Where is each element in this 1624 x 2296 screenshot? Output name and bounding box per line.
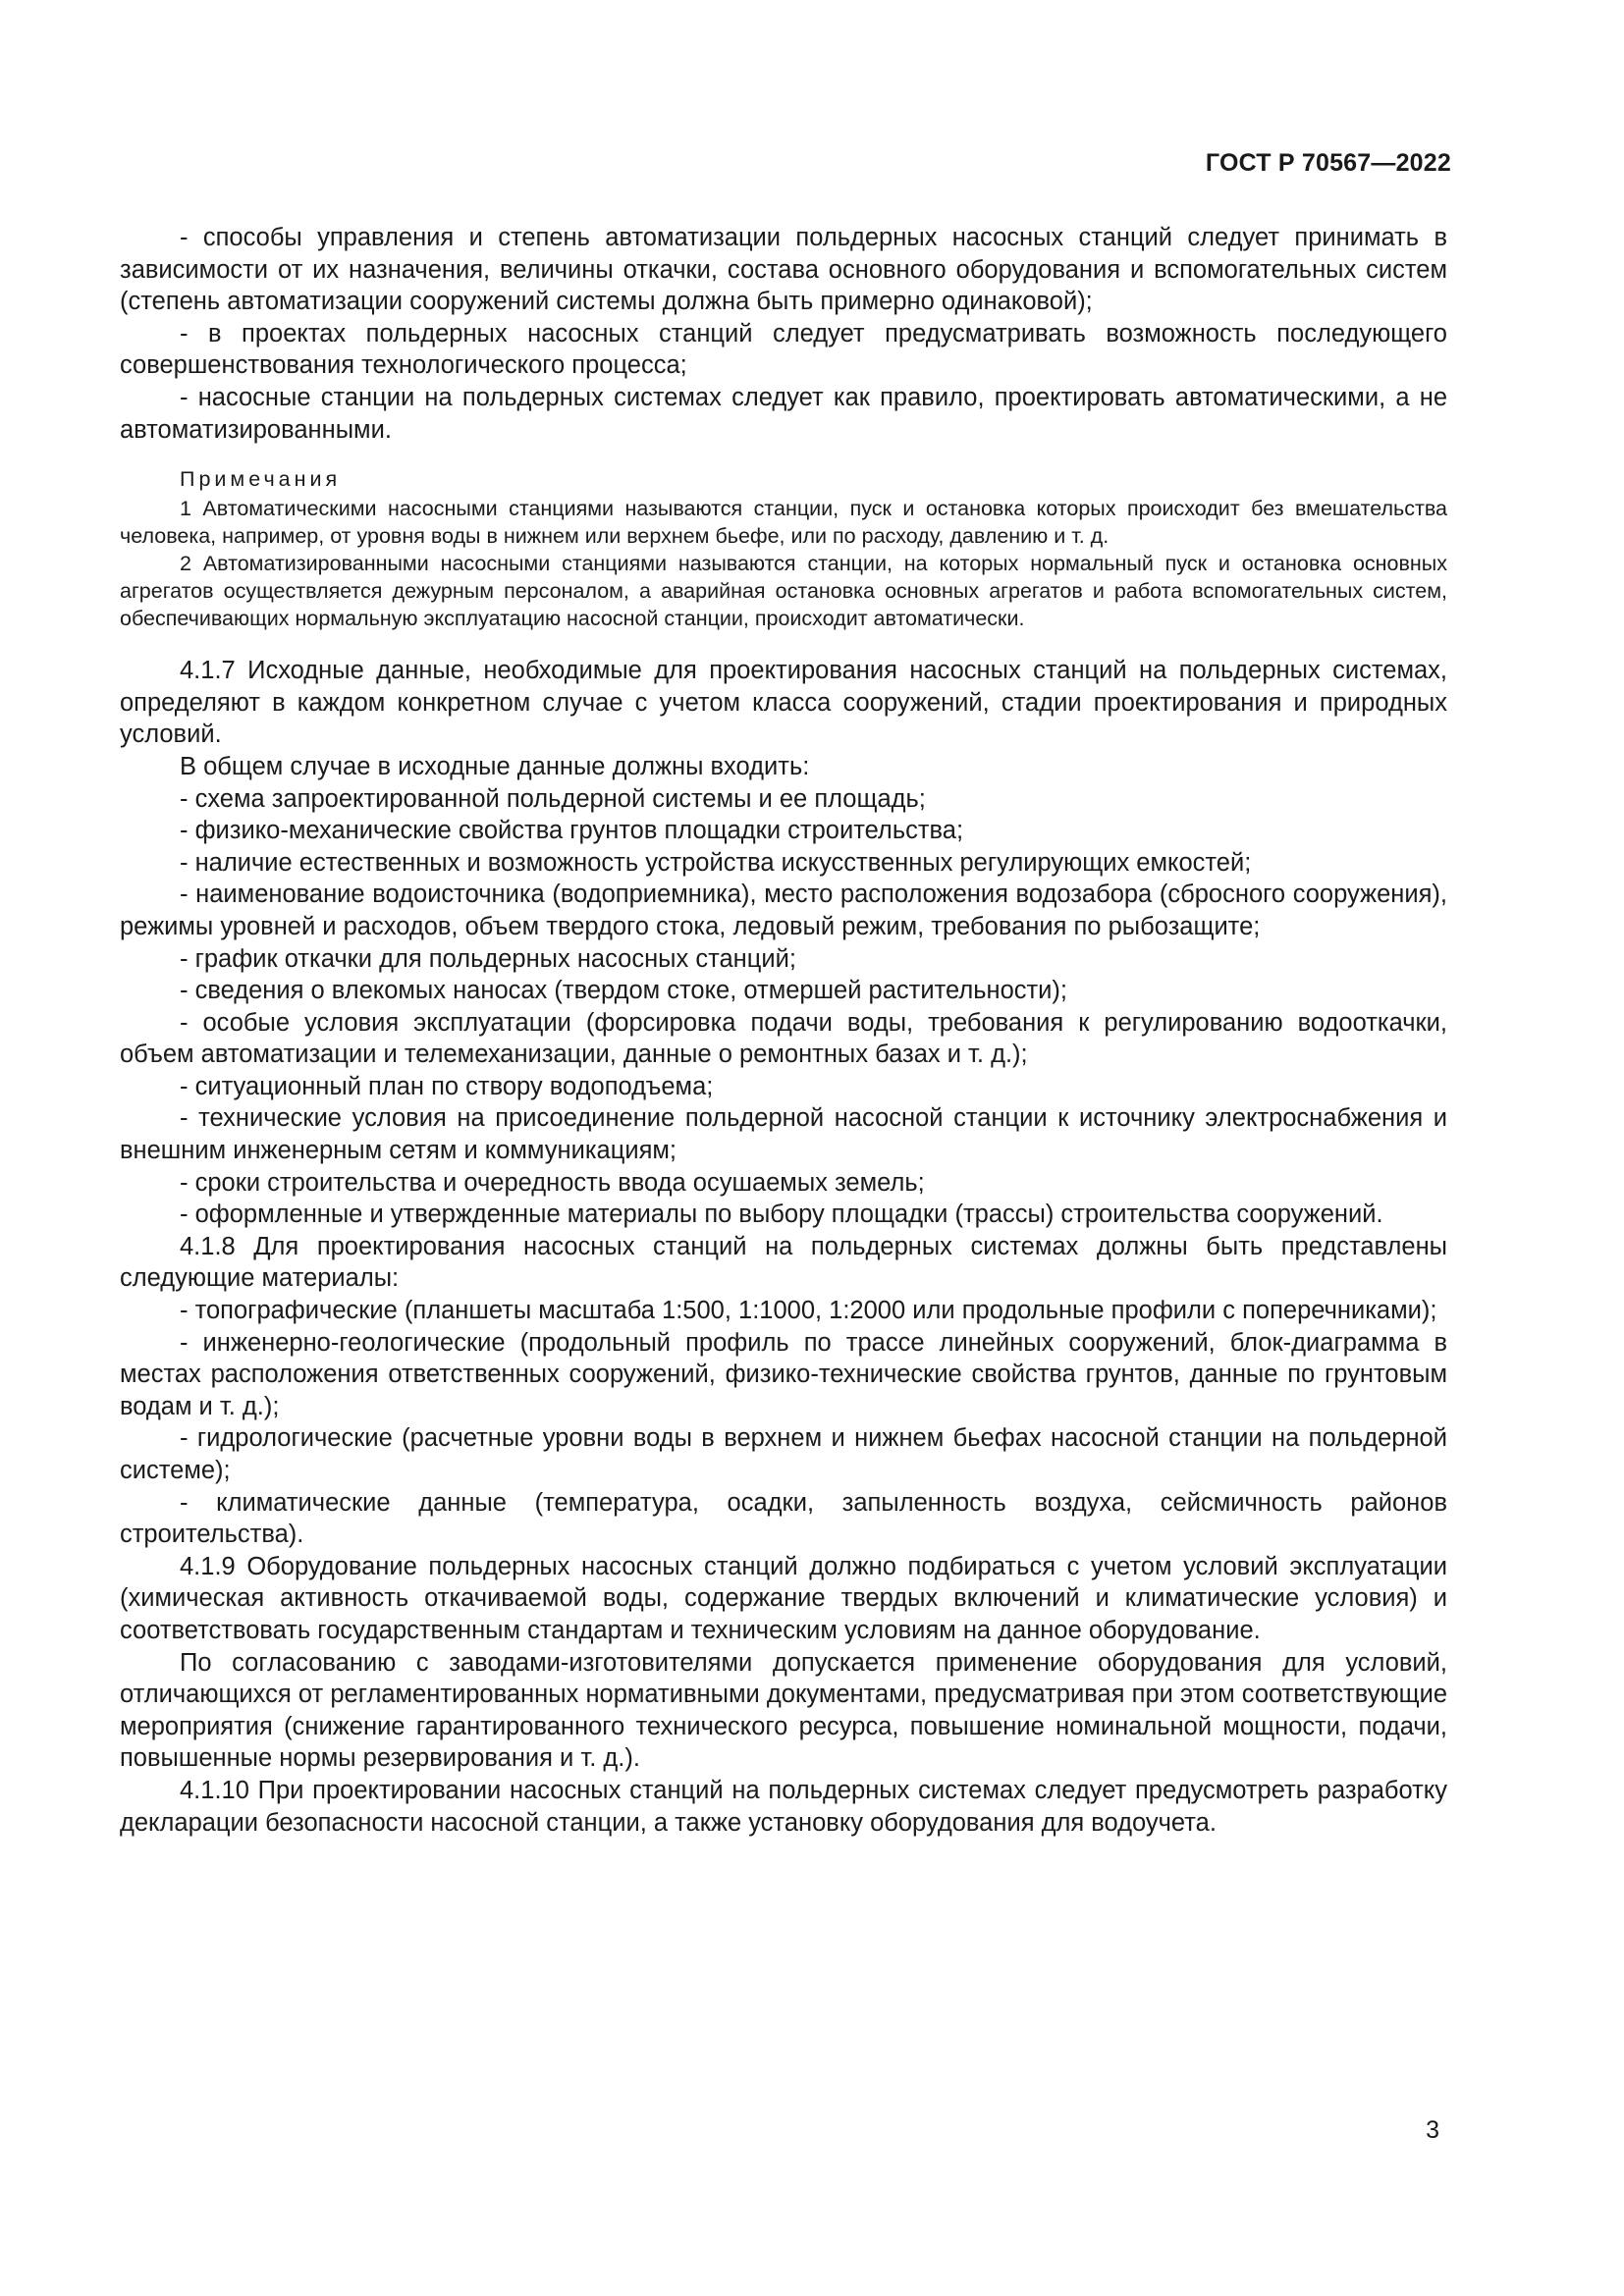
paragraph: - способы управления и степень автоматизации польдерных насосных станций следует принимать в зависимости от их назначения, величины откачки, состава основного оборудования и вспомогательных систем (степень автоматизации сооружений системы должна быть примерно одинаковой); bbox=[120, 224, 1447, 316]
paragraph: 4.1.8 Для проектирования насосных станций на польдерных системах должны быть представлены следующие материалы: bbox=[120, 1232, 1447, 1293]
list-item: - топографические (планшеты масштаба 1:500, 1:1000, 1:2000 или продольные профили с поперечниками); bbox=[180, 1297, 1437, 1325]
paragraph: 4.1.9 Оборудование польдерных насосных станций должно подбираться с учетом условий эксплуатации (химическая активность откачиваемой воды, содержание твердых включений и климатические условия) и соответствовать государственным стандартам и техническим условиям на данное оборудование. bbox=[120, 1552, 1447, 1644]
paragraph: - в проектах польдерных насосных станций следует предусматривать возможность последующего совершенствования технологического процесса; bbox=[120, 319, 1447, 380]
list-item: - ситуационный план по створу водоподъема; bbox=[180, 1072, 714, 1100]
list-item: - инженерно-геологические (продольный профиль по трассе линейных сооружений, блок-диаграмма в местах расположения ответственных сооружений, физико-технические свойства грунтов, данные по грунтовым водам и т. д.); bbox=[120, 1328, 1447, 1420]
list-item: - наличие естественных и возможность устройства искусственных регулирующих емкостей; bbox=[180, 848, 1252, 877]
list-item: - сроки строительства и очередность ввода осушаемых земель; bbox=[180, 1168, 925, 1197]
paragraph: - насосные станции на польдерных системах следует как правило, проектировать автоматическими, а не автоматизированными. bbox=[120, 383, 1447, 444]
list-item: - схема запроектированной польдерной системы и ее площадь; bbox=[180, 784, 926, 813]
list-item: - гидрологические (расчетные уровни воды в верхнем и нижнем бьефах насосной станции на польдерной системе); bbox=[120, 1424, 1447, 1484]
list-item: - наименование водоисточника (водоприемника), место расположения водозабора (сбросного сооружения), режимы уровней и расходов, объем твердого стока, ледовый режим, требования по рыбозащите; bbox=[120, 881, 1447, 940]
list-item: - технические условия на присоединение польдерной насосной станции к источнику электроснабжения и внешним инженерным сетям и коммуникациям; bbox=[120, 1104, 1447, 1165]
list-item: - климатические данные (температура, осадки, запыленность воздуха, сейсмичность районов строительства). bbox=[120, 1488, 1447, 1549]
list-item: - график откачки для польдерных насосных станций; bbox=[180, 944, 796, 973]
note-item: 1 Автоматическими насосными станциями называются станции, пуск и остановка которых происходит без вмешательства человека, например, от уровня воды в нижнем или верхнем бьефе, или по расходу, давлению и т. д. bbox=[120, 497, 1447, 549]
paragraph: 4.1.7 Исходные данные, необходимые для проектирования насосных станций на польдерных системах, определяют в каждом конкретном случае с учетом класса сооружений, стадии проектирования и природных условий. bbox=[120, 657, 1447, 749]
note-item: 2 Автоматизированными насосными станциями называются станции, на которых нормальный пуск и остановка основных агрегатов осуществляется дежурным персоналом, а аварийная остановка основных агрегатов и работа вспомогательных систем, обеспечивающих нормальную эксплуатацию насосной станции, происходит автоматически. bbox=[120, 552, 1447, 631]
document-header-id: ГОСТ Р 70567—2022 bbox=[1205, 149, 1451, 177]
page-body bbox=[120, 222, 1447, 1839]
list-item: - особые условия эксплуатации (форсировка подачи воды, требования к регулированию водооткачки, объем автоматизации и телемеханизации, данные о ремонтных базах и т. д.); bbox=[120, 1008, 1447, 1069]
paragraph: 4.1.10 При проектировании насосных станций на польдерных системах следует предусмотреть разработку декларации безопасности насосной станции, а также установку оборудования для водоучета. bbox=[120, 1776, 1447, 1837]
list-item: - оформленные и утвержденные материалы по выбору площадки (трассы) строительства сооружений. bbox=[180, 1201, 1383, 1229]
list-item: - физико-механические свойства грунтов площадки строительства; bbox=[180, 817, 964, 845]
paragraph: В общем случае в исходные данные должны входить: bbox=[180, 752, 810, 780]
notes-title: Примечания bbox=[180, 467, 342, 492]
page-number: 3 bbox=[1426, 2116, 1439, 2144]
notes-block bbox=[120, 465, 1447, 632]
paragraph: По согласованию с заводами-изготовителями допускается применение оборудования для условий, отличающихся от регламентированных нормативными документами, предусматривая при этом соответствующие мероприятия (снижение гарантированного технического ресурса, повышение номинальной мощности, подачи, повышенные нормы резервирования и т. д.). bbox=[120, 1648, 1447, 1773]
list-item: - сведения о влекомых наносах (твердом стоке, отмершей растительности); bbox=[180, 977, 1068, 1005]
